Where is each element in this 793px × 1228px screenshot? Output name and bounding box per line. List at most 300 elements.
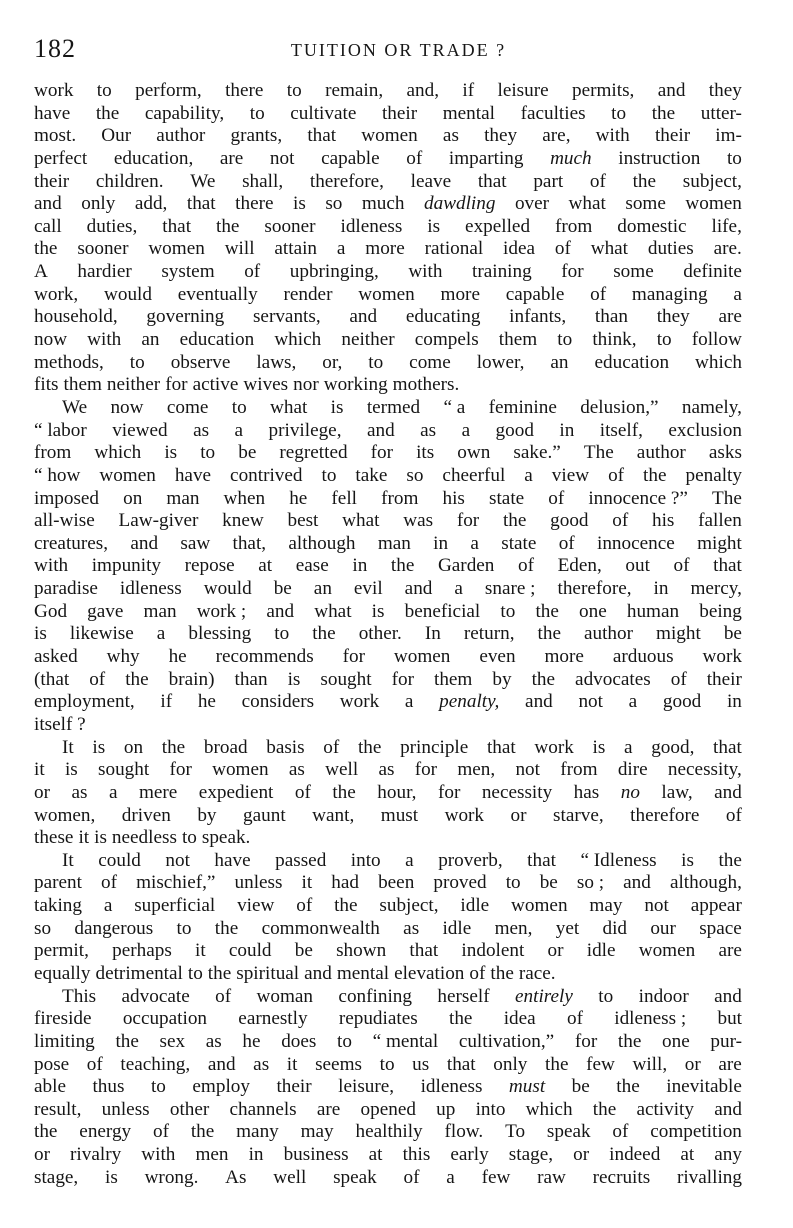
- word: a: [234, 419, 244, 441]
- word: that: [186, 193, 216, 215]
- word: in: [352, 555, 368, 577]
- word: innocence: [596, 532, 675, 554]
- text-line: [34, 759, 742, 782]
- word: well: [325, 759, 359, 781]
- word: for: [561, 261, 584, 283]
- word: of: [566, 1008, 583, 1030]
- word: seems: [315, 1053, 362, 1075]
- word: are: [718, 306, 742, 328]
- word: is: [330, 396, 344, 418]
- word: regretted: [279, 442, 348, 464]
- word: leave: [410, 170, 452, 192]
- word: women: [638, 940, 696, 962]
- word: it: [34, 759, 45, 781]
- word: exclusion: [668, 419, 742, 441]
- word: to: [337, 1030, 352, 1052]
- word: and: [525, 691, 553, 713]
- word: race.: [518, 962, 556, 984]
- word: to: [187, 962, 203, 984]
- word: or: [547, 940, 564, 962]
- word: (that: [34, 668, 70, 690]
- word: a: [628, 691, 638, 713]
- word: may: [300, 1121, 334, 1143]
- word: for: [169, 759, 192, 781]
- word: to: [150, 1076, 166, 1098]
- word: speak.: [201, 827, 251, 849]
- word: basis: [266, 736, 305, 758]
- word: or,: [322, 351, 343, 373]
- word: or: [684, 1053, 701, 1075]
- word: or: [510, 804, 527, 826]
- word: for: [391, 668, 414, 690]
- text-line: [34, 510, 742, 533]
- word: from: [34, 442, 72, 464]
- word: may: [589, 895, 623, 917]
- word: In: [424, 623, 441, 645]
- word: confining: [338, 985, 412, 1007]
- word: household,: [34, 306, 118, 328]
- word: work,: [34, 283, 79, 305]
- word: he: [289, 487, 308, 509]
- word: he: [168, 646, 187, 668]
- word: unless: [101, 1098, 150, 1120]
- word: only: [81, 193, 116, 215]
- word: by: [197, 804, 217, 826]
- word: speak: [546, 1121, 591, 1143]
- word: more: [365, 238, 405, 260]
- word: spiritual: [236, 962, 300, 984]
- word: women: [393, 646, 451, 668]
- word: with: [408, 261, 443, 283]
- word: could: [98, 849, 141, 871]
- word: the: [125, 668, 149, 690]
- word: commonwealth: [261, 917, 380, 939]
- word: to: [181, 827, 197, 849]
- word: of: [89, 668, 106, 690]
- word: advocate: [121, 985, 190, 1007]
- word: opened: [360, 1098, 416, 1120]
- word: “ a: [443, 396, 466, 418]
- text-line: [34, 216, 742, 239]
- word: capable: [321, 147, 380, 169]
- text-line: [34, 80, 742, 103]
- text-line: [34, 623, 742, 646]
- word: on: [123, 736, 144, 758]
- word: the: [190, 1121, 215, 1143]
- text-line: [34, 1167, 742, 1190]
- word: the: [390, 555, 415, 577]
- word: his: [442, 487, 465, 509]
- word: these: [34, 827, 74, 849]
- word: not: [578, 691, 603, 713]
- word: to: [505, 872, 521, 894]
- word: shown: [336, 940, 387, 962]
- word: grants,: [230, 125, 283, 147]
- text-line: [34, 193, 742, 216]
- text-line: [34, 737, 742, 760]
- word: limiting: [34, 1030, 95, 1052]
- word: for: [370, 442, 394, 464]
- word: the: [592, 1098, 617, 1120]
- word: even: [479, 646, 516, 668]
- word: active: [192, 374, 239, 396]
- word: many: [236, 1121, 279, 1143]
- word: is: [164, 442, 178, 464]
- word: and: [404, 578, 433, 600]
- word: education: [179, 329, 255, 351]
- word: paradise: [34, 578, 98, 600]
- word: author: [583, 623, 634, 645]
- word: penalty,: [439, 691, 500, 713]
- word: herself: [437, 985, 490, 1007]
- text-line: [34, 238, 742, 261]
- text-line: [34, 827, 742, 850]
- word: to: [379, 1053, 395, 1075]
- word: man: [166, 487, 200, 509]
- word: privilege,: [268, 419, 342, 441]
- text-line: [34, 714, 742, 737]
- word: for: [437, 781, 461, 803]
- word: dire: [617, 759, 648, 781]
- word: A: [34, 261, 48, 283]
- word: and: [366, 419, 395, 441]
- word: to: [249, 102, 265, 124]
- word: idle: [442, 917, 472, 939]
- word: follow: [691, 329, 742, 351]
- word: to: [176, 917, 192, 939]
- word: most.: [34, 125, 77, 147]
- word: might: [656, 623, 701, 645]
- word: duties,: [86, 215, 138, 237]
- word: equally: [34, 962, 91, 984]
- word: We: [62, 396, 88, 418]
- word: working: [323, 374, 388, 396]
- word: upbringing,: [289, 261, 379, 283]
- word: add,: [134, 193, 168, 215]
- word: from: [560, 759, 598, 781]
- word: of: [612, 1121, 629, 1143]
- word: to: [368, 351, 384, 373]
- text-line: [34, 872, 742, 895]
- word: imposed: [34, 487, 100, 509]
- word: and: [349, 306, 378, 328]
- word: they: [484, 125, 518, 147]
- word: come: [166, 396, 209, 418]
- word: its: [416, 442, 435, 464]
- text-line: [34, 1144, 742, 1167]
- word: rational: [424, 238, 484, 260]
- word: brain): [168, 668, 215, 690]
- word: work: [534, 736, 574, 758]
- word: ease: [295, 555, 329, 577]
- word: one: [579, 600, 607, 622]
- word: a: [470, 532, 479, 554]
- word: result,: [34, 1098, 82, 1120]
- word: indeed: [609, 1144, 661, 1166]
- word: come: [409, 351, 451, 373]
- word: mothers.: [392, 374, 460, 396]
- word: although: [288, 532, 356, 554]
- word: but: [717, 1008, 742, 1030]
- word: is: [34, 623, 47, 645]
- text-line: [34, 397, 742, 420]
- word: The: [712, 487, 742, 509]
- word: asked: [34, 646, 78, 668]
- word: im-: [715, 125, 742, 147]
- word: the: [617, 1030, 642, 1052]
- word: that: [409, 940, 439, 962]
- word: view: [237, 895, 275, 917]
- word: yet: [555, 917, 580, 939]
- word: return,: [463, 623, 515, 645]
- word: to: [656, 329, 672, 351]
- word: why: [106, 646, 140, 668]
- word: permits,: [572, 80, 635, 101]
- word: feminine: [488, 396, 557, 418]
- word: the: [334, 895, 358, 917]
- word: call: [34, 215, 62, 237]
- word: the: [616, 1076, 640, 1098]
- word: pose: [34, 1053, 70, 1075]
- text-line: [34, 442, 742, 465]
- word: sought: [98, 759, 150, 781]
- text-line: [34, 533, 742, 556]
- word: God: [34, 600, 68, 622]
- word: education: [594, 351, 670, 373]
- word: for: [414, 759, 438, 781]
- word: their: [34, 170, 70, 192]
- word: must: [380, 804, 419, 826]
- word: fell: [331, 487, 357, 509]
- word: now: [34, 329, 68, 351]
- word: what: [270, 396, 308, 418]
- word: neither: [341, 329, 395, 351]
- word: namely,: [681, 396, 742, 418]
- word: of: [406, 147, 423, 169]
- word: leisure: [497, 80, 549, 101]
- word: was: [403, 510, 434, 532]
- word: there: [235, 193, 274, 215]
- word: therefore: [630, 804, 700, 826]
- word: for: [342, 646, 365, 668]
- word: instruction: [618, 147, 701, 169]
- word: it: [286, 1053, 298, 1075]
- word: stage,: [34, 1166, 79, 1188]
- word: a: [103, 895, 113, 917]
- word: the: [535, 600, 559, 622]
- word: the: [332, 781, 356, 803]
- word: women: [361, 125, 418, 147]
- word: this: [402, 1144, 431, 1166]
- word: with: [87, 329, 122, 351]
- word: sex: [159, 1030, 186, 1052]
- word: good: [662, 691, 702, 713]
- word: women: [148, 238, 205, 260]
- word: all-wise: [34, 510, 95, 532]
- word: proverb,: [438, 849, 503, 871]
- text-line: [34, 850, 742, 873]
- word: raw: [537, 1166, 566, 1188]
- word: take: [355, 464, 388, 486]
- word: the: [161, 736, 186, 758]
- word: them: [63, 374, 102, 396]
- word: to: [231, 396, 247, 418]
- word: that: [713, 736, 742, 758]
- word: man: [143, 600, 177, 622]
- word: work: [339, 691, 380, 713]
- word: best: [287, 510, 319, 532]
- word: be: [294, 940, 313, 962]
- word: attain: [274, 238, 318, 260]
- word: the: [502, 510, 527, 532]
- text-line: [34, 646, 742, 669]
- word: in: [726, 691, 742, 713]
- word: parent: [34, 872, 82, 894]
- word: a: [461, 419, 471, 441]
- word: are: [219, 147, 244, 169]
- word: recommends: [215, 646, 314, 668]
- word: employment,: [34, 691, 135, 713]
- word: of: [153, 1121, 169, 1143]
- word: with: [595, 125, 630, 147]
- word: the: [448, 1008, 473, 1030]
- word: the: [651, 102, 676, 124]
- word: of: [296, 895, 313, 917]
- word: are.: [713, 238, 742, 260]
- word: with: [141, 1144, 176, 1166]
- text-line: [34, 284, 742, 307]
- word: women: [212, 759, 269, 781]
- word: perform,: [135, 80, 202, 101]
- word: state: [501, 532, 537, 554]
- word: is: [94, 827, 107, 849]
- word: the: [207, 962, 232, 984]
- page-number: 182: [34, 34, 76, 63]
- word: so: [325, 193, 343, 215]
- word: no: [620, 781, 640, 803]
- word: that: [446, 1053, 476, 1075]
- word: Law-giver: [118, 510, 199, 532]
- word: asks: [708, 442, 742, 464]
- word: and: [714, 985, 742, 1007]
- word: viewed: [112, 419, 168, 441]
- word: on: [123, 487, 143, 509]
- word: We: [190, 170, 216, 192]
- word: indoor: [638, 985, 689, 1007]
- text-line: [34, 986, 742, 1009]
- word: our: [650, 917, 676, 939]
- word: stage,: [508, 1144, 554, 1166]
- word: a: [108, 781, 118, 803]
- word: to: [200, 442, 216, 464]
- body-text: [34, 80, 742, 1189]
- text-line: [34, 125, 742, 148]
- word: as: [288, 759, 305, 781]
- word: lower,: [476, 351, 525, 373]
- word: have: [34, 102, 71, 124]
- word: expedient: [198, 781, 274, 803]
- word: driven: [121, 804, 171, 826]
- word: It: [62, 849, 74, 871]
- word: permit,: [34, 940, 89, 962]
- word: so: [34, 917, 52, 939]
- word: a: [336, 238, 346, 260]
- word: rivalling: [676, 1166, 742, 1188]
- word: of: [725, 804, 742, 826]
- word: being: [699, 600, 742, 622]
- word: Our: [101, 125, 132, 147]
- word: idle: [460, 895, 490, 917]
- word: of: [608, 464, 625, 486]
- word: utter-: [700, 102, 742, 124]
- word: what: [590, 238, 629, 260]
- word: of: [554, 238, 571, 260]
- word: not: [165, 849, 190, 871]
- word: state: [489, 487, 525, 509]
- word: their: [381, 102, 418, 124]
- word: earnestly: [238, 1008, 308, 1030]
- word: are: [718, 940, 742, 962]
- word: to: [321, 464, 337, 486]
- word: necessity: [481, 781, 553, 803]
- word: they: [656, 306, 690, 328]
- text-line: [34, 374, 742, 397]
- word: it: [301, 872, 313, 894]
- word: pur-: [710, 1030, 742, 1052]
- word: a: [454, 578, 463, 600]
- word: rivalry: [70, 1144, 122, 1166]
- word: a: [446, 1166, 455, 1188]
- word: sake.”: [513, 442, 561, 464]
- word: to: [96, 80, 112, 101]
- word: gaunt: [243, 804, 286, 826]
- word: a: [524, 464, 533, 486]
- word: “ Idleness: [580, 849, 657, 871]
- word: servants,: [252, 306, 321, 328]
- word: perhaps: [112, 940, 172, 962]
- word: idle: [586, 940, 616, 962]
- word: must: [508, 1076, 546, 1098]
- word: expelled: [465, 215, 531, 237]
- word: into: [350, 849, 381, 871]
- word: he: [242, 1030, 261, 1052]
- word: which: [695, 351, 742, 373]
- word: into: [475, 1098, 506, 1120]
- word: own: [457, 442, 491, 464]
- word: penalty: [685, 464, 742, 486]
- word: idea: [503, 1008, 536, 1030]
- word: as: [193, 419, 210, 441]
- word: as: [378, 759, 395, 781]
- word: not: [515, 759, 540, 781]
- word: life,: [711, 215, 742, 237]
- word: work: [702, 646, 742, 668]
- word: in: [433, 532, 449, 554]
- word: hour,: [377, 781, 417, 803]
- word: does: [281, 1030, 317, 1052]
- word: is: [105, 1166, 118, 1188]
- word: itself ?: [34, 713, 86, 735]
- text-line: [34, 465, 742, 488]
- word: us: [412, 1053, 430, 1075]
- word: of: [558, 532, 575, 554]
- word: neither: [106, 374, 161, 396]
- word: as: [71, 781, 88, 803]
- word: of: [548, 487, 565, 509]
- word: been: [378, 872, 415, 894]
- word: an: [313, 578, 332, 600]
- word: he: [197, 691, 216, 713]
